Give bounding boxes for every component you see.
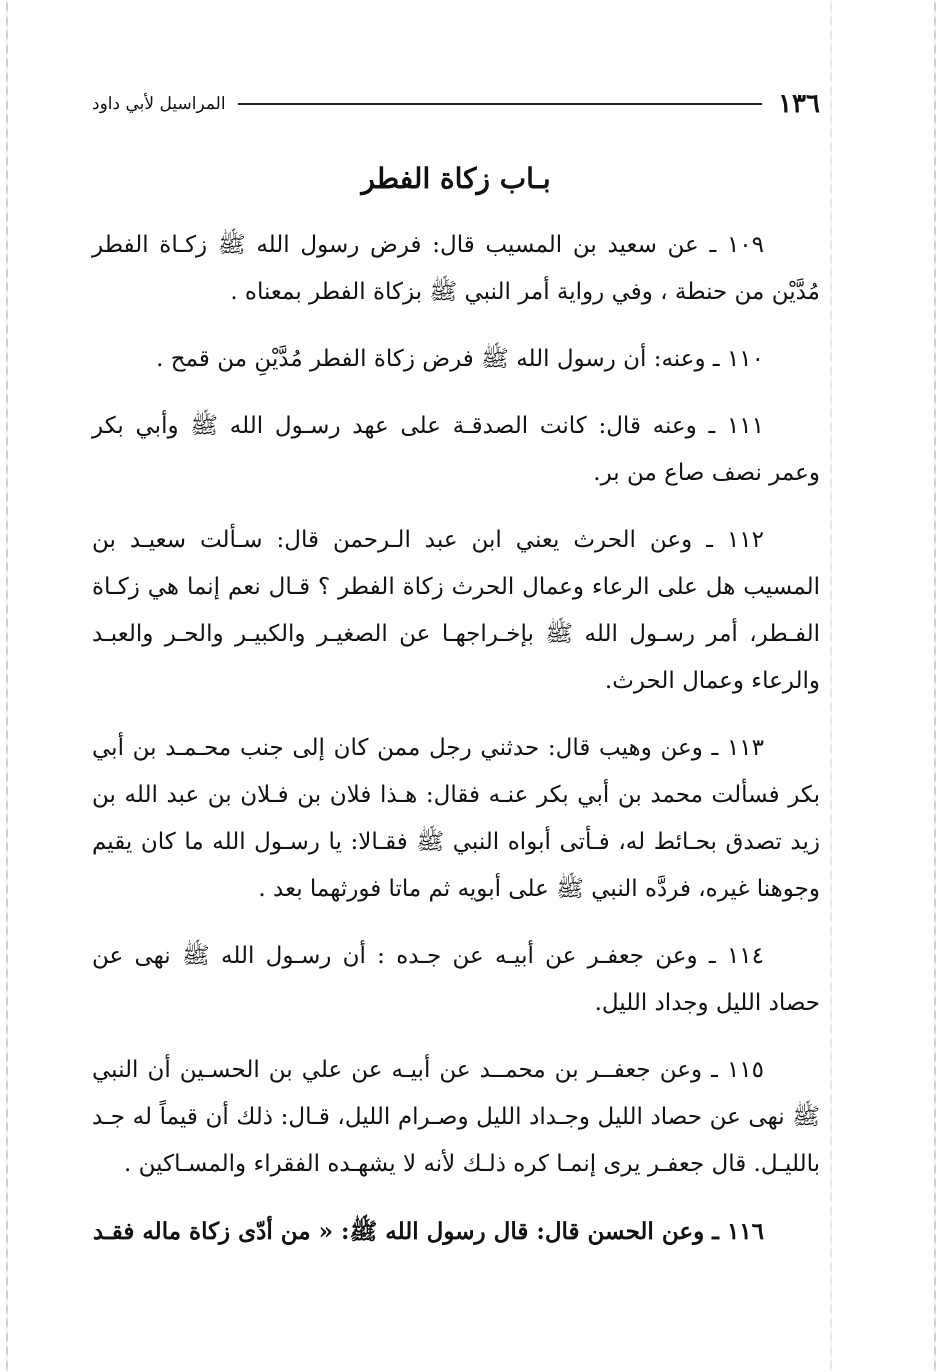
book-title: المراسيل لأبي داود bbox=[92, 94, 226, 114]
hadith-114: ١١٤ ـ وعن جعفـر عن أبيـه عن جـده : أن رسـول الله ﷺ نهى عن حصاد الليل وجداد الليل. bbox=[92, 943, 820, 1016]
hadith-116: ١١٦ ـ وعن الحسن قال: قال رسول الله ﷺ: « من أدّى زكاة ماله فقـد bbox=[92, 1218, 764, 1245]
hadith-113: ١١٣ ـ وعن وهيب قال: حدثني رجل ممن كان إلى جنب محـمـد بن أبي بكر فسألت محمد بن أبي بكر عنـه فقال: هـذا فلان بن فـلان بن عبد الله بن زيد تصدق بحـائط له، فـأتى أبواه النبي ﷺ فقـالا: يا رسـول الله ما كان يقيم وجوهنا غيره، فردَّه النبي ﷺ على أبويه ثم ماتا فورثهما بعد . bbox=[92, 735, 820, 902]
chapter-title: بـاب زكاة الفطر bbox=[361, 162, 551, 195]
hadith-110: ١١٠ ـ وعنه: أن رسول الله ﷺ فرض زكاة الفطر مُدَّيْنِ من قمح . bbox=[156, 346, 764, 372]
page-number: ١٣٦ bbox=[778, 89, 820, 119]
hadith-112: ١١٢ ـ وعن الحرث يعني ابن عبد الـرحمن قال: سـألت سعيـد بن المسيب هل على الرعاء وعمال الحرث زكاة الفطر ؟ قـال نعم إنما هي زكـاة الفـطر، أمر رسـول الله ﷺ بإخـراجهـا عن الصغيـر والكبيـر والحـر والعبـد والرعاء وعمال الحرث. bbox=[92, 527, 820, 694]
running-header bbox=[92, 86, 820, 122]
hadith-115: ١١٥ ـ وعن جعفــر بن محمــد عن أبيـه عن علي بن الحسـين أن النبي ﷺ نهى عن حصاد الليل وجـداد الليل وصـرام الليل، قـال: ذلك أن قيماً له جـد بالليـل. قال جعفـر يرى إنمـا كره ذلـك لأنه لا يشهـده الفقراء والمسـاكين . bbox=[92, 1057, 820, 1177]
scan-edge-inner bbox=[830, 0, 832, 1372]
scan-edge-left bbox=[6, 0, 8, 1372]
hadith-109: ١٠٩ ـ عن سعيد بن المسيب قال: فرض رسول الله ﷺ زكـاة الفطر مُدَّيْن من حنطة ، وفي رواية أمر النبي ﷺ بزكاة الفطر بمعناه . bbox=[92, 232, 820, 305]
scan-edge-right bbox=[934, 0, 936, 1372]
hadith-111: ١١١ ـ وعنه قال: كانت الصدقـة على عهد رسـول الله ﷺ وأبي بكر وعمر نصف صاع من بر. bbox=[92, 413, 820, 486]
hadith-list bbox=[92, 222, 820, 1275]
header-rule bbox=[238, 103, 763, 105]
